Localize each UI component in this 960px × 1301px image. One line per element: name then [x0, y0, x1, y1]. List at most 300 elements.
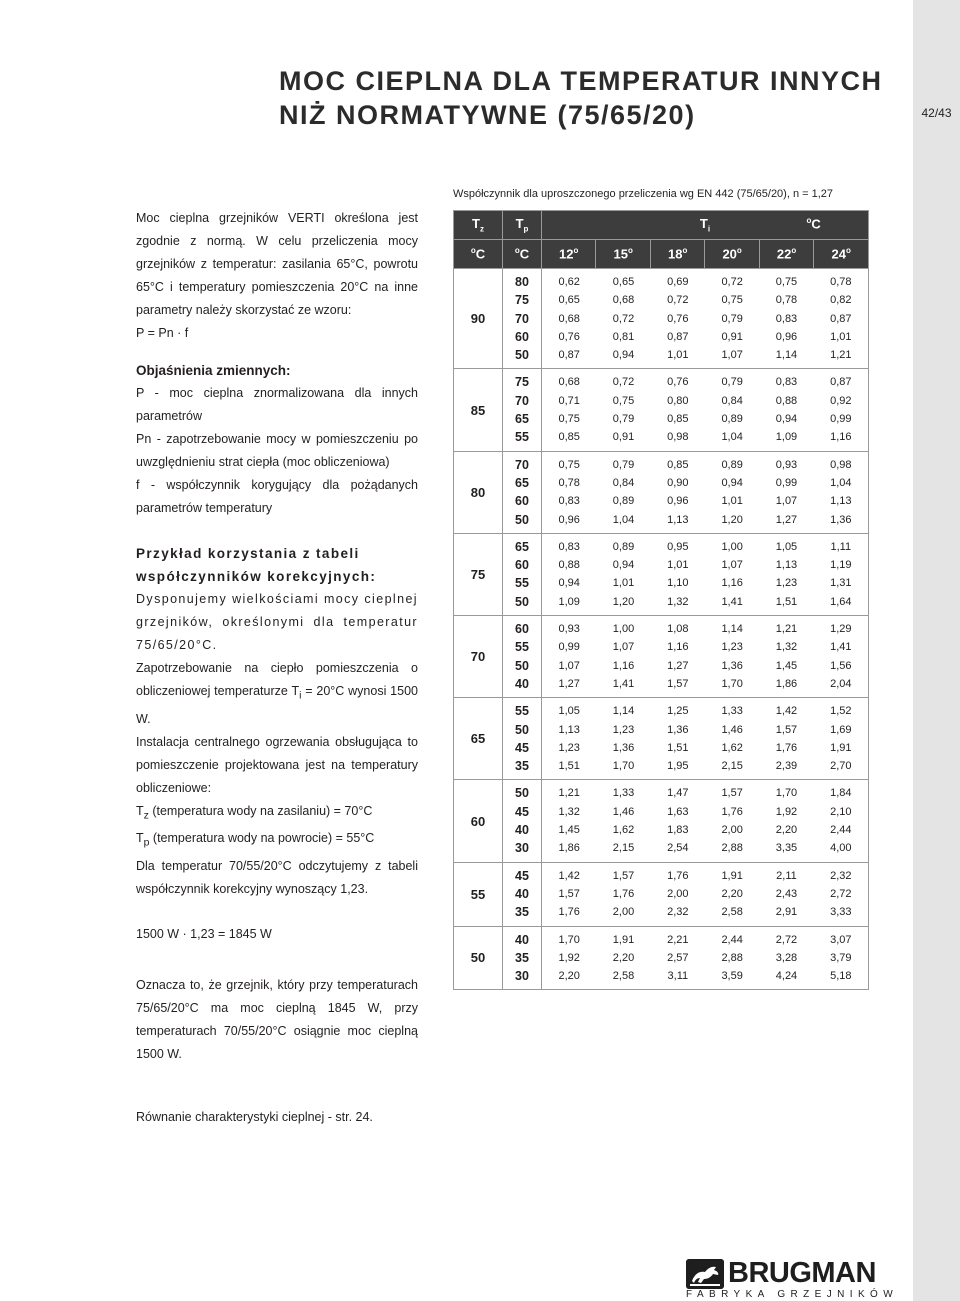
- coefficient-cell: 1,00: [612, 623, 635, 636]
- coefficient-cell: 1,01: [667, 559, 689, 572]
- table-group-85: [454, 369, 869, 451]
- table-row: [542, 538, 868, 556]
- table-row: [542, 657, 868, 675]
- coefficient-cell: 1,57: [775, 723, 798, 736]
- table-row: [542, 593, 868, 611]
- coefficient-cell: 0,89: [721, 458, 743, 471]
- coefficient-cell: 1,76: [667, 869, 689, 882]
- coefficient-cell: 0,84: [721, 394, 743, 407]
- coefficient-cell: 1,62: [612, 824, 635, 837]
- tp-value: 50: [515, 594, 529, 609]
- coefficient-cell: 1,04: [830, 476, 852, 489]
- coefficient-cell: 1,25: [667, 705, 689, 718]
- coefficient-cell: 1,05: [558, 705, 580, 718]
- table-group-55: [454, 862, 869, 926]
- coefficient-cell: 2,20: [558, 970, 580, 983]
- header-tz: $T_z$: [454, 211, 503, 240]
- coefficient-cell: 1,51: [558, 760, 580, 773]
- tz-value: 75: [454, 533, 503, 615]
- tp-value: 35: [515, 905, 529, 920]
- table-row: [542, 757, 868, 775]
- coefficient-cell: 0,87: [558, 349, 580, 362]
- table-row: [542, 839, 868, 857]
- table-row: [542, 474, 868, 492]
- correction-coefficient-table: [453, 210, 869, 990]
- coefficient-cell: 1,76: [775, 741, 798, 754]
- tp-value: 50: [515, 512, 529, 527]
- tp-value: 60: [515, 622, 529, 637]
- tz-value: 90: [454, 269, 503, 369]
- horse-jumper-icon: [686, 1259, 724, 1289]
- coefficient-cell: 0,72: [721, 276, 743, 288]
- header-ti-18: 18$^o$: [650, 240, 704, 269]
- coefficient-cell: 1,23: [721, 641, 743, 654]
- tp-value: 65: [515, 475, 529, 490]
- coefficient-cell: 1,16: [667, 641, 689, 654]
- coefficient-cell: 1,95: [667, 760, 689, 773]
- coefficient-cell: 1,46: [612, 805, 635, 818]
- table-row: [542, 739, 868, 757]
- intro-paragraph: Moc cieplna grzejników VERTI określona jest zgodnie z normą. W celu przeliczenia mocy grzejników z temperatur: zasilania 65°C, powrotu 65°C i temperatury pomieszczenia 20°C na inne parametry należy skorzystać ze wzoru:: [136, 211, 418, 317]
- table-row: [542, 273, 868, 291]
- tp-value: 60: [515, 558, 529, 573]
- coefficient-cell: 1,07: [775, 495, 798, 508]
- table-row: [542, 867, 868, 885]
- tp-value: 50: [515, 658, 529, 673]
- coefficient-cell: 0,82: [830, 294, 852, 307]
- coefficient-cell: 1,52: [830, 705, 852, 718]
- tz-value: 55: [454, 862, 503, 926]
- tp-value: 70: [515, 311, 529, 326]
- coefficient-cell: 1,70: [721, 677, 743, 690]
- coefficient-cell: 0,88: [775, 394, 798, 407]
- coefficient-cell: 0,96: [558, 513, 580, 526]
- coefficient-cell: 1,07: [721, 559, 743, 572]
- coefficient-cell: 1,20: [721, 513, 743, 526]
- tz-value: 70: [454, 616, 503, 698]
- coefficient-cell: 1,57: [721, 787, 743, 800]
- coefficient-cell: 0,94: [612, 559, 635, 572]
- coefficient-cell: 0,99: [558, 641, 580, 654]
- coefficient-cell: 3,07: [830, 933, 852, 946]
- coefficient-cell: 3,11: [667, 970, 689, 983]
- table-row: [542, 346, 868, 364]
- coefficient-cell: 1,42: [558, 869, 580, 882]
- tz-value: 85: [454, 369, 503, 451]
- coefficient-cell: 0,69: [667, 276, 689, 288]
- tz-symbol: T: [136, 803, 144, 818]
- coefficient-values: [542, 533, 869, 615]
- coefficient-cell: 1,84: [830, 787, 852, 800]
- variable-f: f - współczynnik korygujący dla pożądanych parametrów temperatury: [136, 478, 418, 515]
- coefficient-cell: 0,87: [667, 330, 689, 343]
- coefficient-cell: 1,16: [721, 577, 743, 590]
- tp-value: 55: [515, 430, 529, 445]
- coefficient-cell: 1,92: [775, 805, 798, 818]
- coefficient-cell: 0,78: [830, 276, 852, 288]
- tp-values: [503, 269, 542, 369]
- coefficient-values: [542, 862, 869, 926]
- coefficient-cell: 1,63: [667, 805, 689, 818]
- coefficient-cell: 1,36: [667, 723, 689, 736]
- coefficient-cell: 1,31: [830, 577, 852, 590]
- coefficient-cell: 0,91: [721, 330, 743, 343]
- tp-value: 40: [515, 886, 529, 901]
- coefficient-cell: 0,85: [667, 458, 689, 471]
- coefficient-cell: 1,57: [667, 677, 689, 690]
- header-ti-24: 24$^o$: [814, 240, 869, 269]
- coefficient-cell: 4,24: [775, 970, 798, 983]
- coefficient-cell: 0,79: [612, 458, 635, 471]
- coefficient-cell: 2,54: [667, 842, 689, 855]
- coefficient-cell: 0,94: [775, 413, 798, 426]
- coefficient-cell: 1,45: [775, 659, 798, 672]
- tp-value: 50: [515, 786, 529, 801]
- coefficient-cell: 1,09: [775, 431, 798, 444]
- coefficient-cell: 1,21: [775, 623, 798, 636]
- coefficient-cell: 1,13: [775, 559, 798, 572]
- table-row: [542, 620, 868, 638]
- coefficient-cell: 1,83: [667, 824, 689, 837]
- coefficient-cell: 1,23: [558, 741, 580, 754]
- page-title: [279, 64, 899, 132]
- example-paragraph-2-tail: = 20°C wynosi 1500 W.: [136, 684, 418, 726]
- tp-subscript: p: [143, 837, 150, 849]
- coefficient-cell: 1,91: [612, 933, 635, 946]
- coefficient-cell: 1,27: [558, 677, 580, 690]
- example-paragraph-4: Dla temperatur 70/55/20°C odczytujemy z tabeli współczynnik korekcyjny wynoszący 1,23.: [136, 858, 418, 896]
- coefficient-cell: 1,86: [558, 842, 580, 855]
- table-header-row-2: [454, 240, 869, 269]
- coefficient-cell: 2,58: [612, 970, 635, 983]
- coefficient-cell: 1,56: [830, 659, 852, 672]
- coefficient-cell: 1,70: [558, 933, 580, 946]
- coefficient-cell: 0,79: [612, 413, 635, 426]
- coefficient-cell: 1,92: [558, 951, 580, 964]
- table-row: [542, 291, 868, 309]
- coefficient-cell: 0,76: [667, 376, 689, 389]
- coefficient-values: [542, 926, 869, 990]
- table-row: [542, 821, 868, 839]
- coefficient-cell: 1,20: [612, 595, 635, 608]
- coefficient-cell: 1,36: [612, 741, 635, 754]
- coefficient-cell: 0,92: [830, 394, 852, 407]
- tp-value: 50: [515, 722, 529, 737]
- coefficient-cell: 0,87: [830, 376, 852, 389]
- coefficient-cell: 1,07: [558, 659, 580, 672]
- coefficient-cell: 0,98: [830, 458, 852, 471]
- table-group-50: [454, 926, 869, 990]
- coefficient-cell: 0,89: [612, 540, 635, 553]
- coefficient-cell: 1,23: [775, 577, 798, 590]
- coefficient-cell: 0,85: [558, 431, 580, 444]
- table-group-70: [454, 616, 869, 698]
- coefficient-cell: 0,78: [775, 294, 798, 307]
- coefficient-cell: 0,65: [558, 294, 580, 307]
- tp-value: 35: [515, 759, 529, 774]
- coefficient-cell: 0,78: [558, 476, 580, 489]
- example-paragraph-3: Instalacja centralnego ogrzewania obsługująca to pomieszczenie projektowana jest na temperatury obliczeniowe:: [136, 734, 418, 795]
- coefficient-cell: 0,98: [667, 431, 689, 444]
- table-row: [542, 556, 868, 574]
- coefficient-cell: 1,76: [721, 805, 743, 818]
- coefficient-cell: 0,87: [830, 312, 852, 325]
- header-ti-20: 20$^o$: [705, 240, 759, 269]
- coefficient-cell: 1,64: [830, 595, 852, 608]
- coefficient-cell: 1,07: [612, 641, 635, 654]
- tz-value: 60: [454, 780, 503, 862]
- variables-heading: Objaśnienia zmiennych:: [136, 363, 291, 378]
- coefficient-cell: 4,00: [830, 842, 852, 855]
- table-row: [542, 721, 868, 739]
- tp-values: [503, 698, 542, 780]
- page-title-line-2: NIŻ NORMATYWNE (75/65/20): [279, 100, 696, 130]
- coefficient-cell: 0,94: [558, 577, 580, 590]
- coefficient-cell: 1,14: [775, 349, 798, 362]
- tp-value: 65: [515, 412, 529, 427]
- coefficient-cell: 1,86: [775, 677, 798, 690]
- coefficient-cell: 1,76: [558, 906, 580, 919]
- tp-value: 65: [515, 539, 529, 554]
- header-ti-22: 22$^o$: [759, 240, 813, 269]
- table-row: [542, 949, 868, 967]
- coefficient-cell: 1,41: [830, 641, 852, 654]
- coefficient-cell: 0,95: [667, 540, 689, 553]
- coefficient-cell: 0,75: [721, 294, 743, 307]
- coefficient-cell: 2,15: [612, 842, 635, 855]
- coefficient-cell: 0,68: [558, 312, 580, 325]
- coefficient-cell: 0,76: [558, 330, 580, 343]
- tp-value: 45: [515, 804, 529, 819]
- table-row: [542, 885, 868, 903]
- tp-value: 40: [515, 676, 529, 691]
- table-row: [542, 675, 868, 693]
- coefficient-cell: 0,80: [667, 394, 689, 407]
- coefficient-cell: 1,57: [612, 869, 635, 882]
- coefficient-cell: 1,70: [612, 760, 635, 773]
- header-tp: $T_p$: [503, 211, 542, 240]
- coefficient-cell: 2,00: [667, 887, 689, 900]
- coefficient-cell: 2,43: [775, 887, 798, 900]
- coefficient-cell: 2,20: [612, 951, 635, 964]
- tp-value: 35: [515, 950, 529, 965]
- tp-text: (temperatura wody na powrocie) = 55°C: [149, 831, 375, 845]
- coefficient-cell: 0,94: [721, 476, 743, 489]
- coefficient-cell: 1,14: [612, 705, 635, 718]
- coefficient-cell: 1,36: [830, 513, 852, 526]
- tp-value: 80: [515, 275, 529, 289]
- coefficient-cell: 2,44: [721, 933, 743, 946]
- coefficient-cell: 1,70: [775, 787, 798, 800]
- coefficient-cell: 0,75: [558, 458, 580, 471]
- coefficient-cell: 1,13: [558, 723, 580, 736]
- coefficient-cell: 2,20: [721, 887, 743, 900]
- coefficient-cell: 1,51: [775, 595, 798, 608]
- coefficient-cell: 0,84: [612, 476, 635, 489]
- coefficient-cell: 0,72: [667, 294, 689, 307]
- coefficient-cell: 1,01: [612, 577, 635, 590]
- coefficient-cell: 1,01: [667, 349, 689, 362]
- coefficient-cell: 1,91: [721, 869, 743, 882]
- tp-values: [503, 780, 542, 862]
- coefficient-cell: 1,46: [721, 723, 743, 736]
- coefficient-cell: 0,94: [612, 349, 635, 362]
- table-row: [542, 803, 868, 821]
- coefficient-cell: 2,20: [775, 824, 798, 837]
- coefficient-cell: 2,00: [721, 824, 743, 837]
- coefficient-cell: 0,75: [775, 276, 798, 288]
- coefficient-cell: 1,45: [558, 824, 580, 837]
- coefficient-cell: 1,07: [721, 349, 743, 362]
- table-row: [542, 511, 868, 529]
- coefficient-cell: 0,99: [830, 413, 852, 426]
- coefficient-values: [542, 369, 869, 451]
- tp-value: 30: [515, 969, 529, 984]
- coefficient-cell: 2,88: [721, 842, 743, 855]
- coefficient-cell: 0,79: [721, 312, 743, 325]
- conclusion-paragraph: Oznacza to, że grzejnik, który przy temperaturach 75/65/20°C ma moc cieplną 1845 W, przy temperaturach 70/55/20°C osiągnie moc cieplną 1500 W.: [136, 977, 418, 1061]
- coefficient-cell: 2,58: [721, 906, 743, 919]
- coefficient-cell: 1,62: [721, 741, 743, 754]
- table-row: [542, 410, 868, 428]
- coefficient-cell: 0,62: [558, 276, 580, 288]
- coefficient-cell: 1,41: [612, 677, 635, 690]
- coefficient-cell: 1,01: [830, 330, 852, 343]
- table-header-row-1: [454, 211, 869, 240]
- tz-subscript: z: [143, 810, 149, 821]
- calculation: 1500 W · 1,23 = 1845 W: [136, 926, 272, 941]
- coefficient-cell: 0,72: [612, 312, 635, 325]
- logo-subtitle: FABRYKA GRZEJNIKÓW: [686, 1289, 899, 1300]
- coefficient-cell: 1,13: [830, 495, 852, 508]
- coefficient-cell: 1,32: [667, 595, 689, 608]
- example-heading: Przykład korzystania z tabeli współczynników korekcyjnych:: [136, 546, 377, 584]
- logo-name: BRUGMAN: [728, 1257, 876, 1289]
- coefficient-cell: 0,83: [558, 495, 580, 508]
- coefficient-cell: 1,04: [612, 513, 635, 526]
- coefficient-cell: 3,59: [721, 970, 743, 983]
- coefficient-cell: 1,16: [830, 431, 852, 444]
- header-tp-unit: $^o$C: [503, 240, 542, 269]
- tp-value: 60: [515, 494, 529, 509]
- coefficient-cell: 1,05: [775, 540, 798, 553]
- coefficient-cell: 0,65: [612, 276, 635, 288]
- coefficient-cell: 1,57: [558, 887, 580, 900]
- left-column: [136, 207, 418, 1129]
- coefficient-cell: 1,04: [721, 431, 743, 444]
- tp-value: 75: [515, 293, 529, 308]
- coefficient-cell: 1,51: [667, 741, 689, 754]
- coefficient-cell: 0,83: [775, 376, 798, 389]
- tp-value: 45: [515, 868, 529, 883]
- coefficient-cell: 1,36: [721, 659, 743, 672]
- coefficient-cell: 3,28: [775, 951, 798, 964]
- coefficient-cell: 2,21: [667, 933, 689, 946]
- coefficient-cell: 0,68: [558, 376, 580, 389]
- coefficient-cell: 0,72: [612, 376, 635, 389]
- coefficient-cell: 0,93: [558, 623, 580, 636]
- coefficient-cell: 0,75: [612, 394, 635, 407]
- table-group-75: [454, 533, 869, 615]
- header-tz-unit: $^o$C: [454, 240, 503, 269]
- coefficient-cell: 2,32: [830, 869, 852, 882]
- coefficient-cell: 2,11: [776, 869, 797, 882]
- coefficient-cell: 1,19: [830, 559, 852, 572]
- side-bar: [913, 0, 960, 1301]
- table-group-60: [454, 780, 869, 862]
- coefficient-cell: 0,68: [612, 294, 635, 307]
- coefficient-cell: 1,10: [667, 577, 689, 590]
- coefficient-cell: 2,88: [721, 951, 743, 964]
- coefficient-cell: 0,88: [558, 559, 580, 572]
- coefficient-cell: 2,44: [830, 824, 852, 837]
- page-number: 42/43: [921, 106, 952, 120]
- coefficient-values: [542, 269, 869, 369]
- table-caption: Współczynnik dla uproszczonego przeliczenia wg EN 442 (75/65/20), n = 1,27: [453, 188, 834, 200]
- tp-value: 70: [515, 457, 529, 472]
- tz-value: 65: [454, 698, 503, 780]
- coefficient-values: [542, 698, 869, 780]
- coefficient-cell: 2,91: [775, 906, 798, 919]
- tp-value: 60: [515, 329, 529, 344]
- coefficient-cell: 1,16: [612, 659, 635, 672]
- table-row: [542, 392, 868, 410]
- coefficient-cell: 1,33: [612, 787, 635, 800]
- coefficient-cell: 1,29: [830, 623, 852, 636]
- coefficient-cell: 2,04: [830, 677, 852, 690]
- coefficient-cell: 0,76: [667, 312, 689, 325]
- coefficient-cell: 1,01: [721, 495, 743, 508]
- coefficient-cell: 1,47: [667, 787, 689, 800]
- coefficient-cell: 1,27: [775, 513, 798, 526]
- table-row: [542, 638, 868, 656]
- tz-value: 50: [454, 926, 503, 990]
- tp-values: [503, 369, 542, 451]
- coefficient-cell: 0,83: [775, 312, 798, 325]
- table-row: [542, 931, 868, 949]
- coefficient-cell: 0,75: [558, 413, 580, 426]
- tp-value: 45: [515, 740, 529, 755]
- coefficient-cell: 0,93: [775, 458, 798, 471]
- header-ti-12: 12$^o$: [542, 240, 596, 269]
- coefficient-values: [542, 616, 869, 698]
- coefficient-cell: 1,69: [830, 723, 852, 736]
- coefficient-cell: 1,21: [830, 349, 852, 362]
- tz-value: 80: [454, 451, 503, 533]
- coefficient-cell: 0,85: [667, 413, 689, 426]
- table-row: [542, 492, 868, 510]
- table-row: [542, 702, 868, 720]
- coefficient-cell: 2,72: [775, 933, 798, 946]
- table-group-90: [454, 269, 869, 369]
- coefficient-cell: 1,23: [612, 723, 635, 736]
- coefficient-cell: 3,79: [830, 951, 852, 964]
- coefficient-cell: 1,27: [667, 659, 689, 672]
- variable-p: P - moc cieplna znormalizowana dla innych parametrów: [136, 386, 418, 423]
- table-group-65: [454, 698, 869, 780]
- coefficient-cell: 2,39: [775, 760, 798, 773]
- coefficient-values: [542, 780, 869, 862]
- table-row: [542, 903, 868, 921]
- tp-value: 55: [515, 640, 529, 655]
- example-paragraph-2-text: Zapotrzebowanie na ciepło pomieszczenia o obliczeniowej temperaturze T: [136, 661, 418, 698]
- coefficient-cell: 2,32: [667, 906, 689, 919]
- tz-line: [136, 800, 418, 828]
- reference-note: Równanie charakterystyki cieplnej - str. 24.: [136, 1109, 373, 1124]
- coefficient-cell: 1,42: [775, 705, 798, 718]
- tp-value: 40: [515, 823, 529, 838]
- tz-text: (temperatura wody na zasilaniu) = 70°C: [148, 803, 373, 818]
